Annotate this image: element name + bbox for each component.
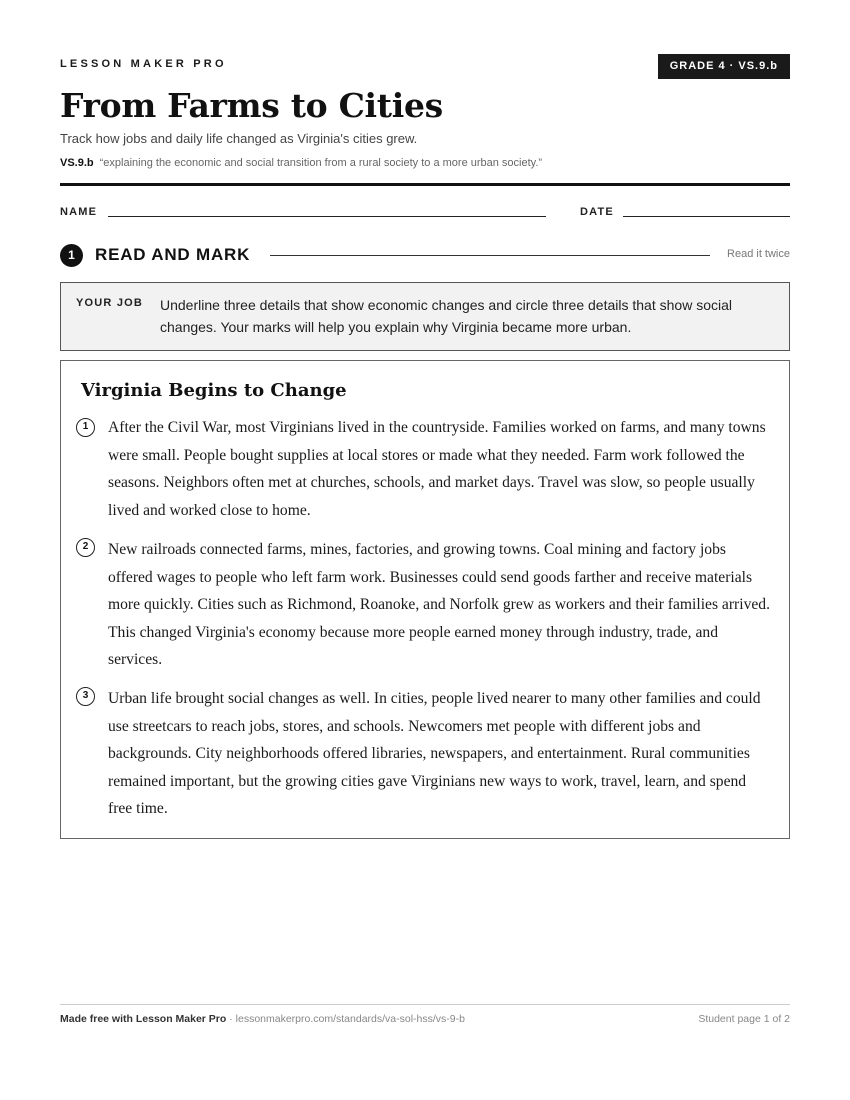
paragraph: Urban life brought social changes as well. In cities, people lived nearer to many other families and could use streetcars to reach jobs, stores, and schools. Newcomers met people with different jobs and backgrounds. City neighborhoods offered libraries, newspapers, and entertainment. Rural communities remained important, but the growing cities gave Virginians new ways to work, travel, learn, and spend free time. — [108, 690, 761, 817]
standard-text: “explaining the economic and social transition from a rural society to a more urban society.” — [99, 157, 543, 169]
section-divider — [270, 255, 710, 256]
paragraph-number: 1 — [76, 418, 95, 437]
paragraph-number: 2 — [76, 538, 95, 557]
footer-page-number: Student page 1 of 2 — [698, 1013, 790, 1025]
paragraph: New railroads connected farms, mines, factories, and growing towns. Coal mining and factory jobs offered wages to people who left farm work. Businesses could send goods farther and receive materials more quickly. Cities such as Richmond, Roanoke, and Norfolk grew as workers and their families arrived. This changed Virginia's economy because more people earned money through industry, trade, and services. — [108, 541, 770, 668]
paragraph: After the Civil War, most Virginians lived in the countryside. Families worked on farms, and many towns were small. People bought supplies at local stores or made what they needed. Farm work followed the seasons. Neighbors often met at churches, schools, and market days. Travel was slow, so people usually lived and worked close to home. — [108, 419, 766, 519]
page-title: From Farms to Cities — [60, 86, 443, 125]
passage-title: Virginia Begins to Change — [81, 380, 347, 401]
header-divider — [60, 183, 790, 186]
date-label: DATE — [580, 206, 614, 218]
worksheet-page — [60, 0, 790, 1100]
page-subtitle: Track how jobs and daily life changed as Virginia's cities grew. — [60, 131, 418, 146]
section-number-badge: 1 — [60, 244, 83, 267]
name-label: NAME — [60, 206, 98, 218]
your-job-text: Underline three details that show economic changes and circle three details that show social changes. Your marks will help you explain why Virginia became more urban. — [160, 297, 732, 335]
section-title: READ AND MARK — [95, 245, 251, 264]
paragraph-number: 3 — [76, 687, 95, 706]
footer-made-with: Made free with Lesson Maker Pro — [60, 1013, 227, 1025]
standard-code: VS.9.b — [60, 157, 94, 169]
your-job-box — [60, 282, 790, 351]
section-header — [60, 243, 790, 267]
standard-line — [60, 157, 542, 169]
footer-url[interactable]: · lessonmakerpro.com/standards/va-sol-hss/vs-9-b — [226, 1013, 465, 1025]
your-job-label: YOUR JOB — [76, 297, 144, 309]
brand-name: LESSON MAKER PRO — [60, 58, 227, 70]
footer-credit — [60, 1013, 465, 1025]
footer-divider — [60, 1004, 790, 1005]
reading-passage — [60, 360, 790, 839]
section-hint: Read it twice — [727, 248, 790, 260]
grade-badge: GRADE 4 · VS.9.b — [658, 54, 790, 79]
date-field[interactable] — [623, 216, 790, 217]
name-field[interactable] — [108, 216, 546, 217]
